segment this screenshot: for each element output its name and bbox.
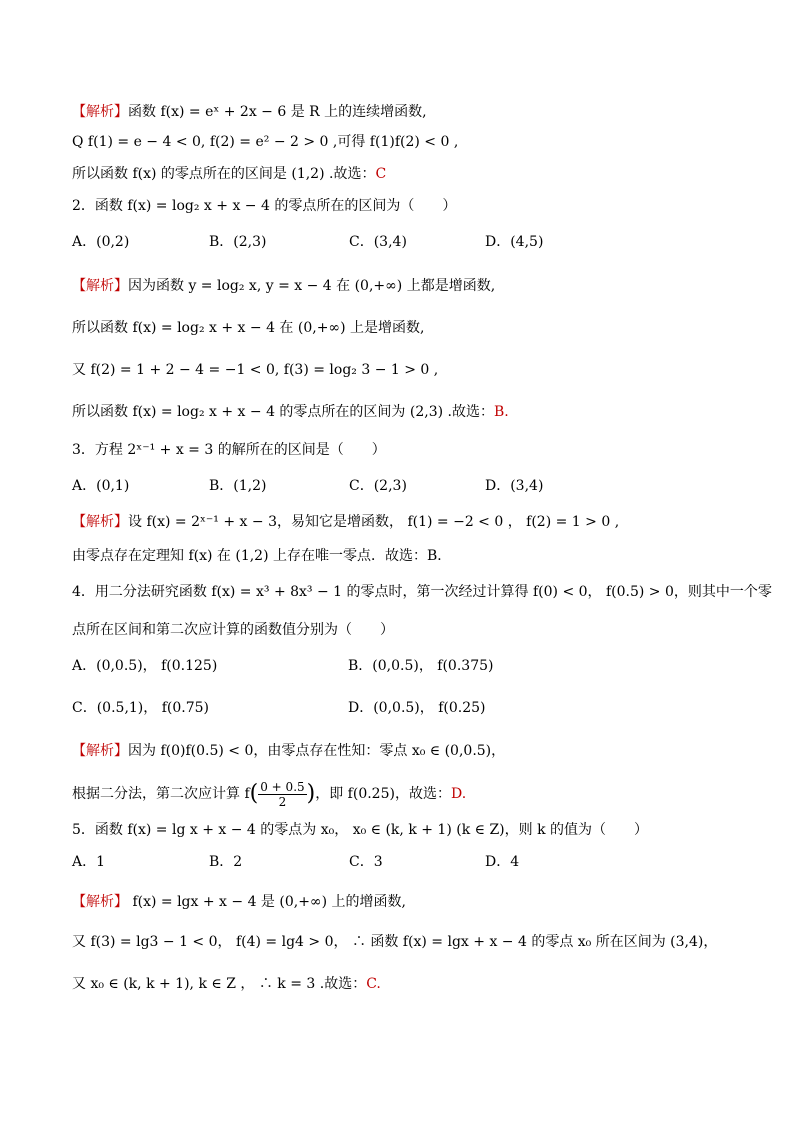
fraction-numerator: 0 + 0.5 — [260, 779, 305, 794]
analysis-tag: 【解析】 — [72, 514, 128, 530]
answer: C. — [366, 976, 381, 992]
analysis-line — [72, 164, 734, 184]
analysis-tag: 【解析】 — [72, 278, 128, 294]
option-a: A．(0,0.5)， f(0.125) — [72, 658, 218, 674]
analysis-line: 又 f(2) = 1 + 2 − 4 = −1 < 0, f(3) = log₂ 3 − 1 > 0 , — [72, 362, 439, 378]
analysis-text: ，即 f(0.25)，故选： — [315, 786, 451, 802]
option-b: B．(2,3) — [209, 234, 267, 250]
analysis-line — [72, 741, 734, 761]
analysis-text: 设 f(x) = 2ˣ⁻¹ + x − 3，易知它是增函数， f(1) = −2 < 0 ， f(2) = 1 > 0 , — [128, 514, 620, 530]
option-d: D．(3,4) — [485, 478, 544, 494]
analysis-line: 所以函数 f(x) = log₂ x + x − 4 在 (0,+∞) 上是增函数, — [72, 320, 425, 336]
analysis-line — [72, 402, 734, 422]
analysis-text: 根据二分法，第二次应计算 f — [72, 786, 250, 802]
option-c: C．(0.5,1)， f(0.75) — [72, 700, 209, 716]
question-2-stem: 2．函数 f(x) = log₂ x + x − 4 的零点所在的区间为（ ） — [72, 198, 457, 214]
question-4-stem: 4．用二分法研究函数 f(x) = x³ + 8x³ − 1 的零点时，第一次经过计算得 f(0) < 0， f(0.5) > 0，则其中一个零 — [72, 584, 772, 600]
analysis-text: 所以函数 f(x) 的零点所在的区间是 (1,2) .故选： — [72, 166, 376, 182]
analysis-tag: 【解析】 — [72, 894, 128, 910]
answer: B. — [493, 404, 509, 420]
option-c: C．3 — [349, 854, 383, 870]
analysis-text: 因为 f(0)f(0.5) < 0，由零点存在性知：零点 x₀ ∈ (0,0.5)， — [128, 743, 506, 759]
option-d: D．4 — [485, 854, 520, 870]
option-c: C．(3,4) — [349, 234, 407, 250]
option-b: B．2 — [209, 854, 243, 870]
option-d: D．(4,5) — [485, 234, 544, 250]
analysis-text: 因为函数 y = log₂ x, y = x − 4 在 (0,+∞) 上都是增函数, — [128, 278, 496, 294]
option-b: B．(1,2) — [209, 478, 267, 494]
option-c: C．(2,3) — [349, 478, 407, 494]
analysis-line — [72, 892, 734, 912]
fraction-denominator: 2 — [278, 794, 287, 809]
analysis-tag: 【解析】 — [72, 104, 128, 120]
answer: C — [375, 166, 387, 182]
analysis-line: 由零点存在定理知 f(x) 在 (1,2) 上存在唯一零点．故选：B． — [72, 548, 452, 564]
option-a: A．(0,1) — [72, 478, 130, 494]
analysis-line — [72, 512, 734, 532]
option-a: A．(0,2) — [72, 234, 130, 250]
analysis-text: 所以函数 f(x) = log₂ x + x − 4 的零点所在的区间为 (2,3) .故选： — [72, 404, 494, 420]
analysis-tag: 【解析】 — [72, 743, 128, 759]
analysis-text: f(x) = lgx + x − 4 是 (0,+∞) 上的增函数, — [128, 894, 406, 910]
option-d: D．(0,0.5)， f(0.25) — [348, 700, 486, 716]
analysis-line — [72, 974, 734, 994]
question-5-stem: 5．函数 f(x) = lg x + x − 4 的零点为 x₀， x₀ ∈ (k, k + 1) (k ∈ Z)，则 k 的值为（ ） — [72, 822, 649, 838]
analysis-line — [72, 132, 734, 152]
question-3-stem: 3．方程 2ˣ⁻¹ + x = 3 的解所在的区间是（ ） — [72, 442, 386, 458]
answer: D. — [450, 786, 467, 802]
analysis-text: 又 x₀ ∈ (k, k + 1), k ∈ Z ， ∴ k = 3 .故选： — [72, 976, 367, 992]
analysis-line: 根据二分法，第二次应计算 f( $\frac{0 + 0.5}{2}$ )，即 f(0.25)，故选：D. — [72, 779, 467, 809]
analysis-line: 又 f(3) = lg3 − 1 < 0， f(4) = lg4 > 0， ∴ 函数 f(x) = lgx + x − 4 的零点 x₀ 所在区间为 (3,4)， — [72, 934, 718, 950]
option-b: B．(0,0.5)， f(0.375) — [348, 658, 494, 674]
fraction — [258, 780, 306, 809]
analysis-line — [72, 102, 734, 122]
option-a: A．1 — [72, 854, 106, 870]
analysis-line — [72, 276, 734, 296]
analysis-text: Q f(1) = e − 4 < 0, f(2) = e² − 2 > 0 ,可得 f(1)f(2) < 0 , — [72, 134, 459, 150]
analysis-text: 函数 f(x) = eˣ + 2x − 6 是 R 上的连续增函数, — [128, 104, 427, 120]
question-4-stem-cont: 点所在区间和第二次应计算的函数值分别为（ ） — [72, 622, 394, 638]
